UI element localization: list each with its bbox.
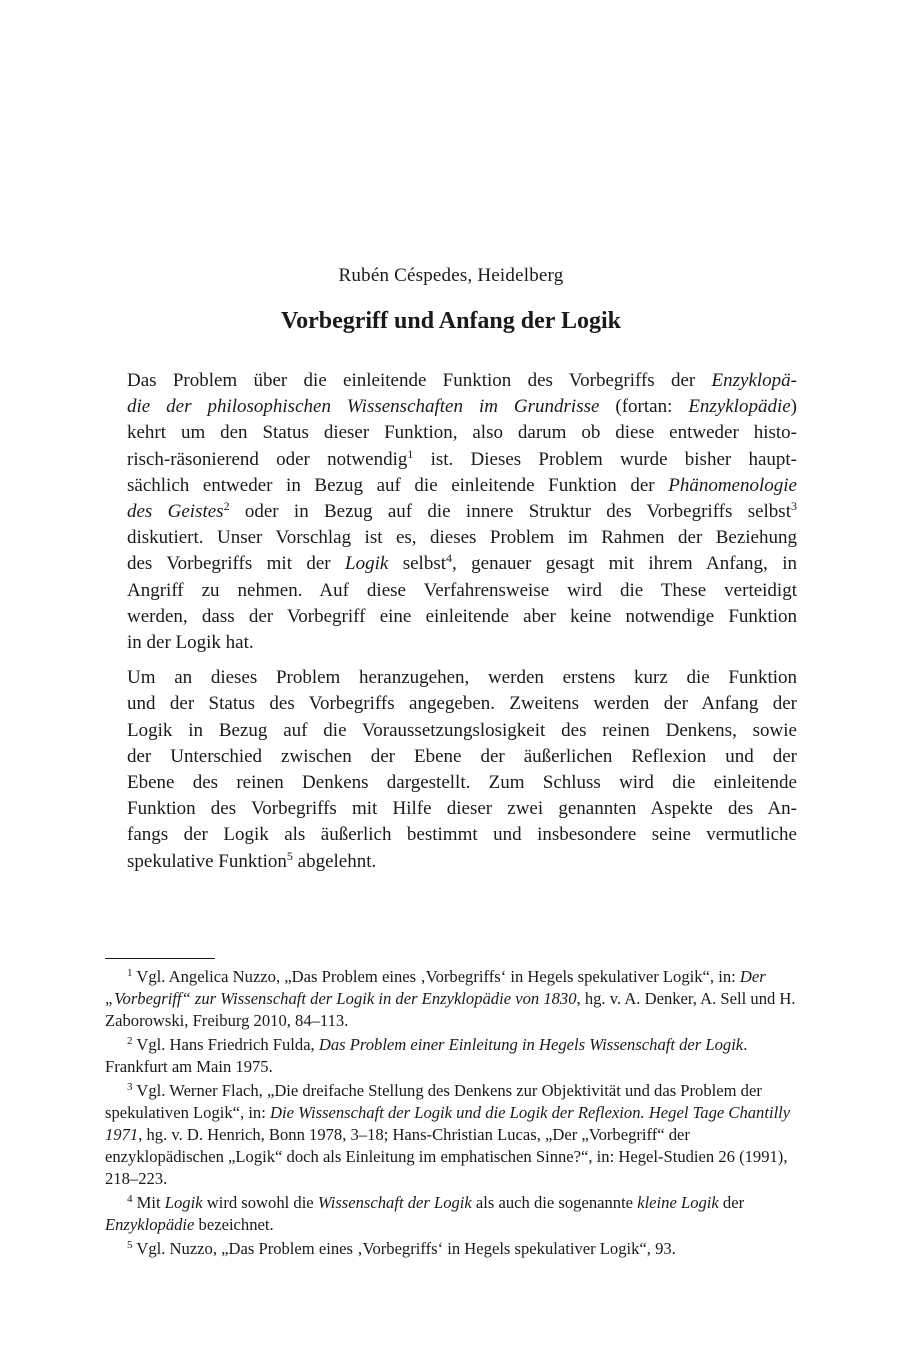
p2-line-3: Logik in Bezug auf die Voraussetzungslosigkeit des reinen Denkens, sowie xyxy=(127,719,797,741)
footnote-4: $^4$ Mit Logik wird sowohl die Wissenschaft der Logik als auch die sogenannte kleine Logik der Enzyklopädie bezeichnet. xyxy=(105,1193,745,1234)
p2-line-1: Um an dieses Problem heranzugehen, werden erstens kurz die Funktion xyxy=(127,667,797,689)
paragraph-2 xyxy=(105,665,797,875)
footnote-ref-4[interactable]: 4 xyxy=(446,551,453,566)
footnote-ref-1[interactable]: 1 xyxy=(407,446,414,461)
p2-line-4: der Unterschied zwischen der Ebene der äußerlichen Reflexion und der xyxy=(127,745,797,767)
footnote-ref-2[interactable]: 2 xyxy=(223,499,230,514)
footnotes xyxy=(105,966,797,1262)
footnote-2: $^2$ Vgl. Hans Friedrich Fulda, Das Problem einer Einleitung in Hegels Wissenschaft der Logik. Frankfurt am Main 1975. xyxy=(105,1035,748,1076)
article-body xyxy=(105,368,797,884)
p2-line-2: und der Status des Vorbegriffs angegeben. Zweitens werden der Anfang der xyxy=(127,693,797,715)
p2-line-8: spekulative Funktion$^5$ abgelehnt. xyxy=(127,848,377,872)
p2-line-7: fangs der Logik als äußerlich bestimmt und insbesondere seine vermutliche xyxy=(127,824,797,846)
p1-line-10: werden, dass der Vorbegriff eine einleitende aber keine notwendige Funktion xyxy=(127,605,797,627)
p2-line-5: Ebene des reinen Denkens dargestellt. Zum Schluss wird die einleitende xyxy=(127,772,797,794)
footnote-separator xyxy=(105,958,215,959)
page xyxy=(105,0,797,1366)
author-line: Rubén Céspedes, Heidelberg xyxy=(338,265,564,286)
p1-line-1: Das Problem über die einleitende Funktion des Vorbegriffs der Enzyklopä- xyxy=(127,370,797,391)
footnote-5: $^5$ Vgl. Nuzzo, „Das Problem eines ‚Vorbegriffs‘ in Hegels spekulativer Logik“, 93. xyxy=(127,1239,676,1258)
p1-line-5: sächlich entweder in Bezug auf die einleitende Funktion der Phänomenologie xyxy=(127,474,797,496)
p1-line-8: des Vorbegriffs mit der Logik selbst$^4$, genauer gesagt mit ihrem Anfang, in xyxy=(127,551,797,575)
p1-line-4: risch-räsonierend oder notwendig$^1$ ist. Dieses Problem wurde bisher haupt- xyxy=(127,446,797,470)
p1-line-2: die der philosophischen Wissenschaften im Grundrisse (fortan: Enzyklopädie) xyxy=(127,396,797,418)
p1-line-3: kehrt um den Status dieser Funktion, also darum ob diese entweder histo- xyxy=(127,422,797,444)
footnote-3: $^3$ Vgl. Werner Flach, „Die dreifache Stellung des Denkens zur Objektivität und das Problem der spekulativen Logik“, in: Die Wissenschaft der Logik und die Logik der Reflexion. Hegel Tage Chantilly 1971, hg. v. D. Henrich, Bonn 1978, 3–18; Hans-Christian Lucas, „Der „Vorbegriff“ der enzyklopädischen „Logik“ doch als Einleitung im emphatischen Sinne?“, in: Hegel-Studien 26 (1991), 218–223. xyxy=(105,1081,791,1188)
footnote-ref-3[interactable]: 3 xyxy=(790,499,797,514)
footnote-1: $^1$ Vgl. Angelica Nuzzo, „Das Problem eines ‚Vorbegriffs‘ in Hegels spekulativer Logik“, in: Der „Vorbegriff“ zur Wissenschaft der Logik in der Enzyklopädie von 1830, hg. v. A. Denker, A. Sell und H. Zaborowski, Freiburg 2010, 84–113. xyxy=(105,967,796,1030)
p2-line-6: Funktion des Vorbegriffs mit Hilfe dieser zwei genannten Aspekte des An- xyxy=(127,798,797,820)
p1-line-11: in der Logik hat. xyxy=(127,632,254,654)
p1-line-7: diskutiert. Unser Vorschlag ist es, dieses Problem im Rahmen der Beziehung xyxy=(127,527,797,549)
paragraph-1 xyxy=(105,368,797,656)
footnote-ref-5[interactable]: 5 xyxy=(286,848,293,863)
p1-line-6: des Geistes$^2$ oder in Bezug auf die innere Struktur des Vorbegriffs selbst$^3$ xyxy=(127,499,797,523)
p1-line-9: Angriff zu nehmen. Auf diese Verfahrensweise wird die These verteidigt xyxy=(127,579,797,601)
article-title: Vorbegriff und Anfang der Logik xyxy=(280,308,622,334)
